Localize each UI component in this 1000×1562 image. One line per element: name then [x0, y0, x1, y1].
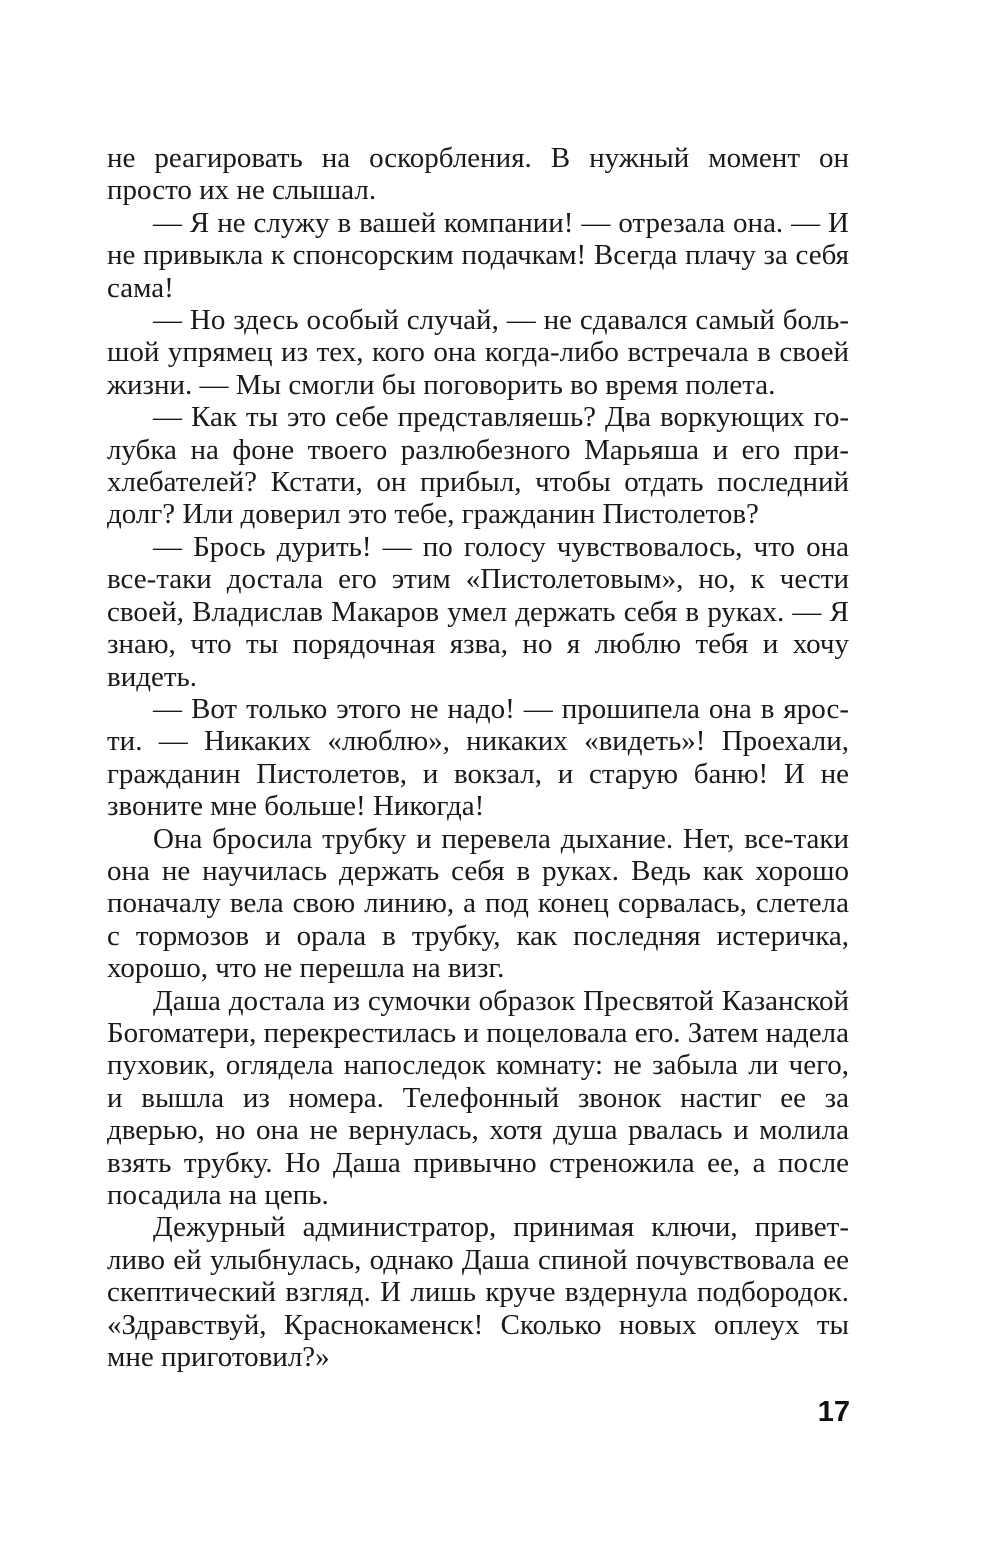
paragraph: Даша достала из сумочки образок Пресвятой Казанской Богоматери, перекрестилась и поцеловала его. Затем надела пуховик, оглядела напоследок комнату: не забыла ли чего, и вышла из номера. Телефонный звонок настиг ее за дверью, но она не вернулась, хотя душа рвалась и молила взять трубку. Но Даша привычно стреножила ее, а после посадила на цепь. [107, 984, 849, 1211]
body-text [107, 142, 849, 1373]
page-number: 17 [817, 1396, 850, 1428]
paragraph: Дежурный администратор, принимая ключи, приветливо ей улыбнулась, однако Даша спиной почувствовала ее скептический взгляд. И лишь круче вздернула подбородок. «Здравствуй, Краснокаменск! Сколько новых оплеух ты мне приготовил?» [107, 1211, 849, 1374]
paragraph: — Я не служу в вашей компании! — отрезала она. — И не привыкла к спонсорским подачкам! Всегда плачу за себя сама! [107, 206, 849, 304]
paragraph: — Вот только этого не надо! — прошипела она в ярости. — Никаких «люблю», никаких «видеть»! Проехали, гражданин Пистолетов, и вокзал, и старую баню! И не звоните мне больше! Никогда! [107, 692, 849, 823]
paragraph: — Брось дурить! — по голосу чувствовалось, что она все-таки достала его этим «Пистолетовым», но, к чести своей, Владислав Макаров умел держать себя в руках. — Я знаю, что ты порядочная язва, но я люблю тебя и хочу видеть. [107, 530, 849, 693]
paragraph: — Как ты это себе представляешь? Два воркующих голубка на фоне твоего разлюбезного Марьяша и его прихлебателей? Кстати, он прибыл, чтобы отдать последний долг? Или доверил это тебе, гражданин Пистолетов? [107, 401, 849, 531]
paragraph-continuation: не реагировать на оскорбления. В нужный момент он просто их не слышал. [107, 142, 849, 207]
paragraph: — Но здесь особый случай, — не сдавался самый большой упрямец из тех, кого она когда-либо встречала в своей жизни. — Мы смогли бы поговорить во время полета. [107, 304, 849, 401]
paragraph: Она бросила трубку и перевела дыхание. Нет, все-таки она не научилась держать себя в руках. Ведь как хорошо поначалу вела свою линию, а под конец сорвалась, слетела с тормозов и орала в трубку, как последняя истеричка, хорошо, что не перешла на визг. [107, 822, 849, 985]
